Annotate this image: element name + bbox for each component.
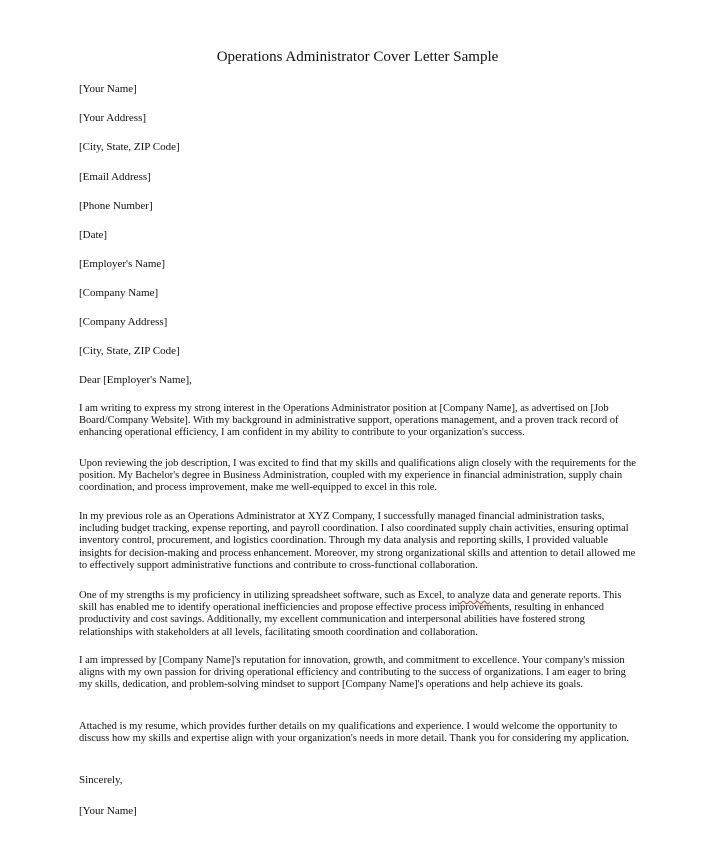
- recipient-company-name: [Company Name]: [79, 287, 159, 299]
- recipient-employer-name: [Employer's Name]: [79, 258, 165, 270]
- sender-name: [Your Name]: [79, 83, 137, 95]
- spellcheck-flagged-word: analyze: [457, 590, 490, 601]
- sender-city-state-zip: [City, State, ZIP Code]: [79, 141, 180, 153]
- document-title: Operations Administrator Cover Letter Sample: [216, 49, 499, 65]
- letter-date: [Date]: [79, 229, 108, 241]
- recipient-company-address: [Company Address]: [79, 316, 168, 328]
- paragraph-closing: Attached is my resume, which provides further details on my qualifications and experience. I would welcome the opportunity to discuss how my skills and expertise align with your organization's needs in more detail. Thank you for considering my application.: [79, 721, 630, 745]
- recipient-city-state-zip: [City, State, ZIP Code]: [79, 345, 180, 357]
- sender-email: [Email Address]: [79, 171, 151, 183]
- paragraph-strengths: [79, 590, 639, 639]
- paragraph-strengths-end: data and generate reports. This skill has enabled me to identify operational inefficiencies and propose effective process improvements, resulting in enhanced productivity and cost savings. Additionally, my excellent communication and interpersonal abilities have fostered strong relationships with stakeholders at all levels, facilitating smooth coordination and collaboration.: [79, 590, 622, 638]
- sender-address: [Your Address]: [79, 112, 147, 124]
- signature-name: [Your Name]: [79, 805, 137, 817]
- paragraph-qualifications: Upon reviewing the job description, I was excited to find that my skills and qualifications align closely with the requirements for the position. My Bachelor's degree in Business Administration, coupled with my experience in financial administration, supply chain coordination, and process improvement, make me well-equipped to excel in this role.: [79, 458, 636, 494]
- paragraph-experience: In my previous role as an Operations Administrator at XYZ Company, I successfully managed financial administration tasks, including budget tracking, expense reporting, and payroll coordination. I also coordinated supply chain activities, ensuring optimal inventory control, procurement, and logistics coordination. Through my data analysis and reporting skills, I provided valuable insights for decision-making and process enhancement. Moreover, my strong organizational skills and attention to detail allowed me to effectively support administrative functions and contribute to cross-functional collaboration.: [79, 511, 636, 571]
- paragraph-company-fit: I am impressed by [Company Name]'s reputation for innovation, growth, and commitment to excellence. Your company's mission aligns with my own passion for driving operational efficiency and contributing to the success of organizations. I am eager to bring my skills, dedication, and problem-solving mindset to support [Company Name]'s operations and help achieve its goals.: [79, 655, 626, 691]
- paragraph-interest: I am writing to express my strong interest in the Operations Administrator position at [Company Name], as advertised on [Job Board/Company Website]. With my background in administrative support, operations management, and a proven track record of enhancing operational efficiency, I am confident in my ability to contribute to your organization's success.: [79, 403, 619, 439]
- salutation: Dear [Employer's Name],: [79, 374, 192, 386]
- closing-word: Sincerely,: [79, 774, 123, 786]
- paragraph-strengths-start: One of my strengths is my proficiency in utilizing spreadsheet software, such as Excel, to: [79, 590, 458, 601]
- sender-phone: [Phone Number]: [79, 200, 153, 212]
